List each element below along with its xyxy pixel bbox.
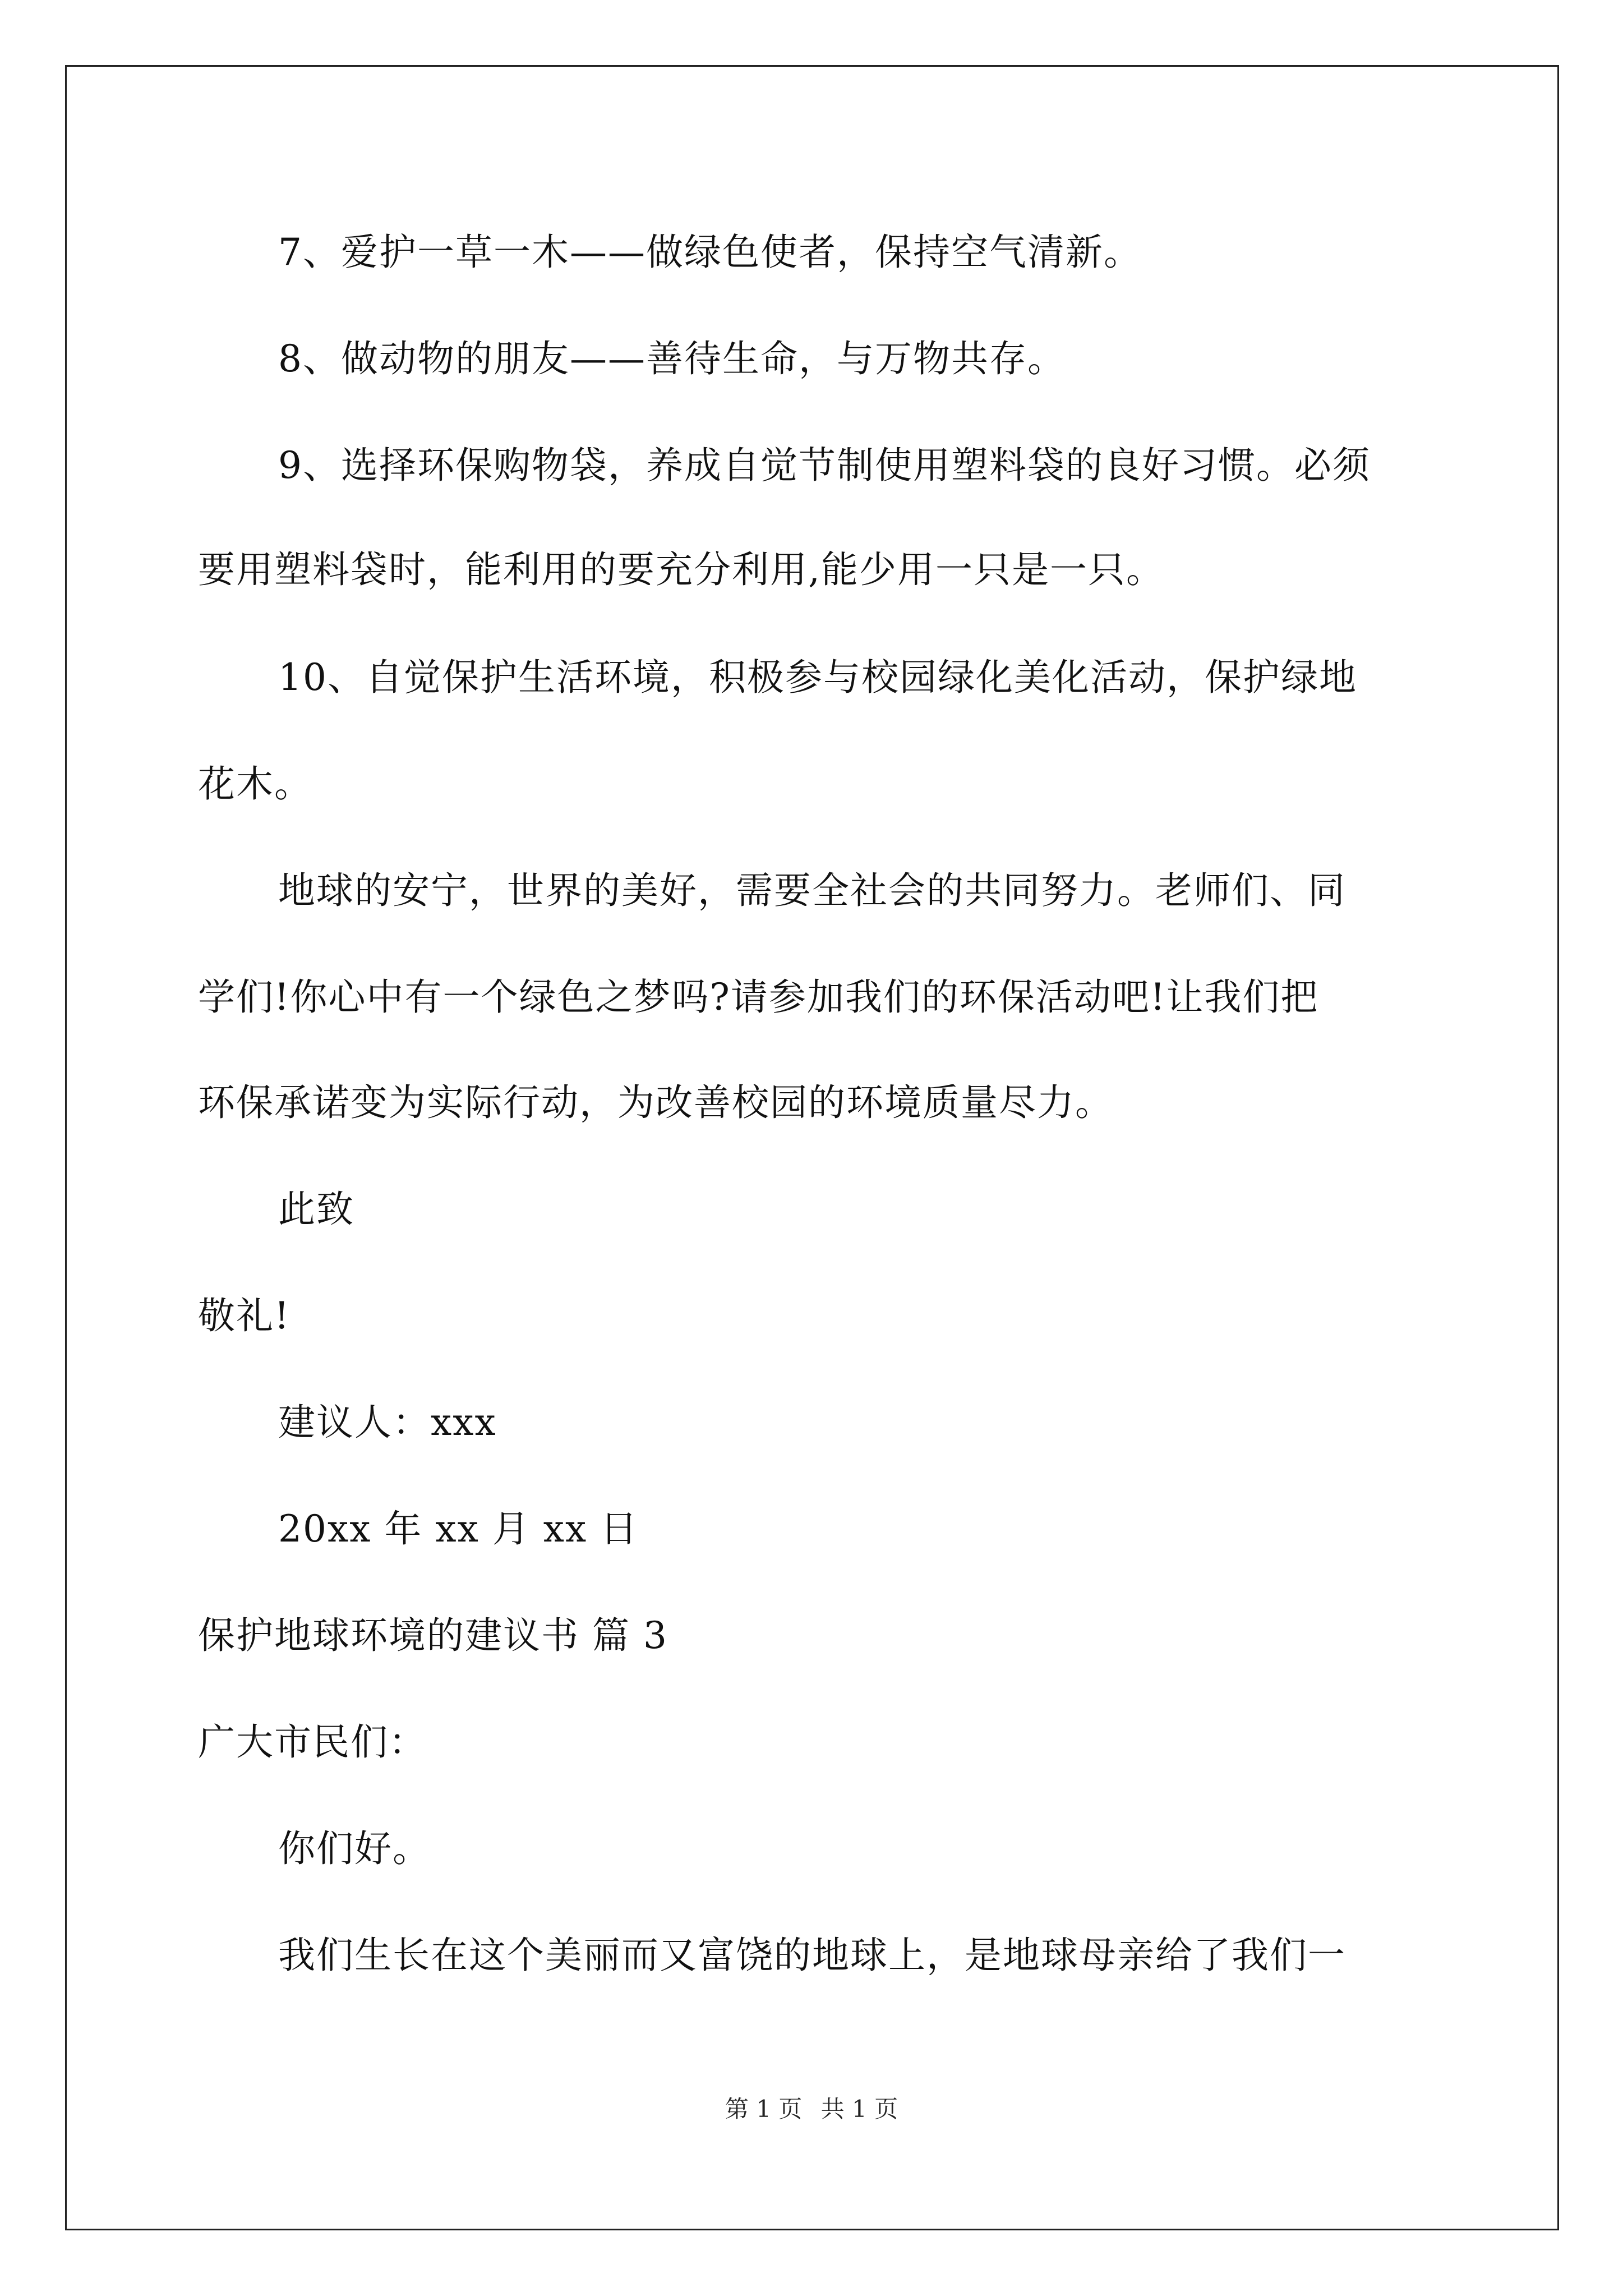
paragraph-line-4: 要用塑料袋时，能利用的要充分利用,能少用一只是一只。 bbox=[198, 548, 1164, 591]
paragraph-line-5: 10、自觉保护生活环境，积极参与校园绿化美化活动，保护绿地 bbox=[278, 656, 1357, 699]
paragraph-line-9: 环保承诺变为实际行动，为改善校园的环境质量尽力。 bbox=[198, 1081, 1113, 1124]
greeting-hello: 你们好。 bbox=[278, 1827, 431, 1870]
page-border bbox=[65, 65, 1559, 2230]
paragraph-line-2: 8、做动物的朋友——善待生命，与万物共存。 bbox=[278, 337, 1066, 380]
paragraph-line-8: 学们!你心中有一个绿色之梦吗?请参加我们的环保活动吧!让我们把 bbox=[198, 976, 1319, 1019]
page-footer bbox=[0, 2095, 1623, 2123]
closing-salutation: 此致 bbox=[278, 1188, 354, 1231]
section-heading: 保护地球环境的建议书 篇 3 bbox=[198, 1614, 668, 1657]
page-number-total: 共 1 页 bbox=[820, 2095, 898, 2123]
paragraph-line-3: 9、选择环保购物袋，养成自觉节制使用塑料袋的良好习惯。必须 bbox=[278, 444, 1371, 487]
proposer-line: 建议人：xxx bbox=[278, 1401, 497, 1444]
paragraph-line-6: 花木。 bbox=[198, 762, 312, 806]
greeting-audience: 广大市民们： bbox=[198, 1720, 427, 1764]
paragraph-line-last: 我们生长在这个美丽而又富饶的地球上，是地球母亲给了我们一 bbox=[278, 1934, 1346, 1977]
paragraph-line-7: 地球的安宁，世界的美好，需要全社会的共同努力。老师们、同 bbox=[278, 869, 1346, 912]
page-number-current: 第 1 页 bbox=[725, 2095, 803, 2123]
closing-respect: 敬礼! bbox=[198, 1294, 291, 1337]
paragraph-line-1: 7、爱护一草一木——做绿色使者，保持空气清新。 bbox=[278, 231, 1142, 274]
date-line: 20xx 年 xx 月 xx 日 bbox=[278, 1507, 639, 1550]
